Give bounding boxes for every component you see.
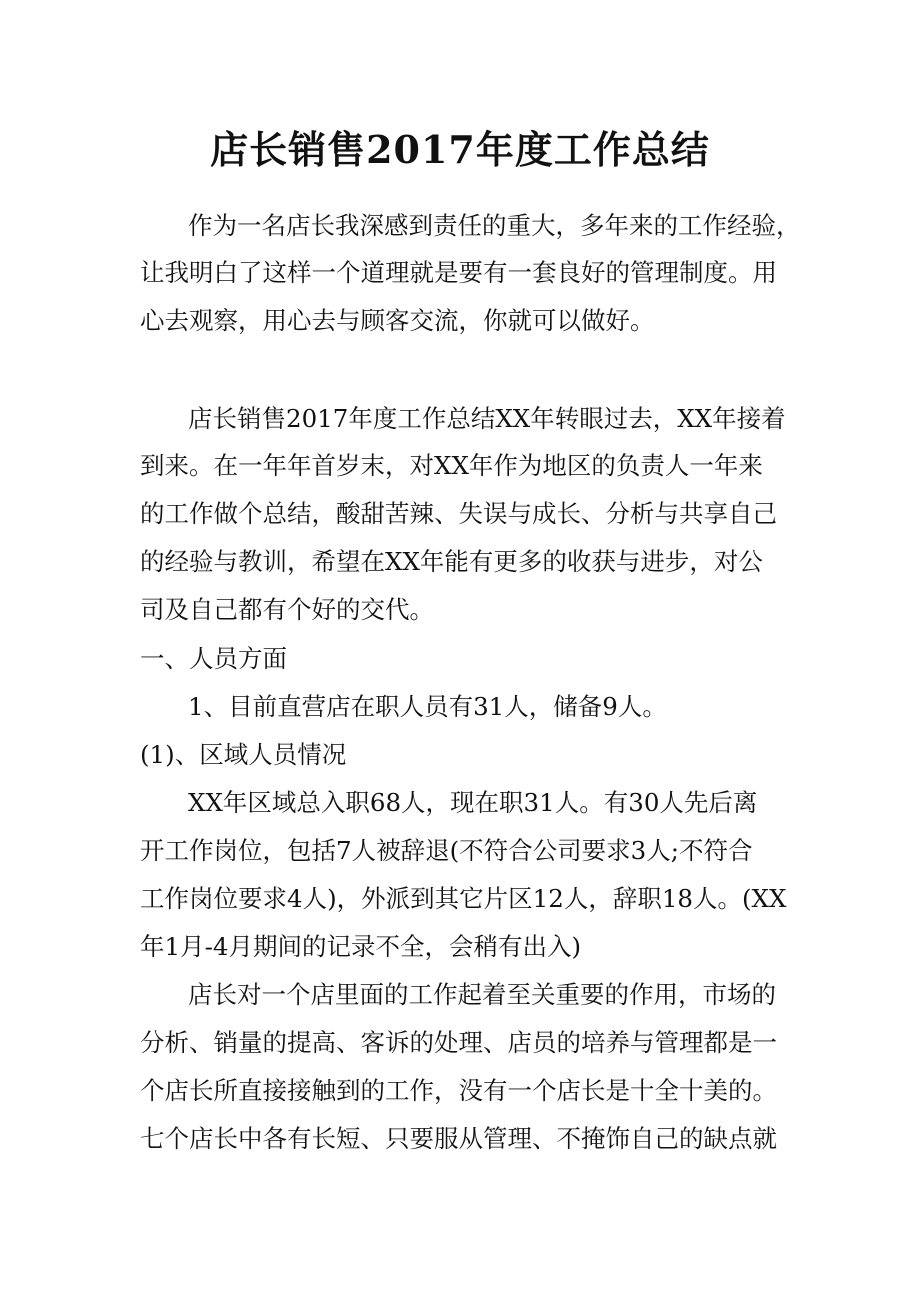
paragraph-line: 让我明白了这样一个道理就是要有一套良好的管理制度。用 [140,258,777,287]
subsection-heading: (1)、区域人员情况 [140,740,347,769]
paragraph-line: 心去观察，用心去与顾客交流，你就可以做好。 [140,306,655,335]
paragraph-line: 年1月-4月期间的记录不全，会稍有出入) [140,932,582,961]
paragraph-line: 司及自己都有个好的交代。 [140,595,434,624]
paragraph-line: 工作岗位要求4人)，外派到其它片区12人，辞职18人。(XX [140,884,787,913]
paragraph-line: 的工作做个总结，酸甜苦辣、失误与成长、分析与共享自己 [140,499,777,528]
paragraph-line: 开工作岗位，包括7人被辞退(不符合公司要求3人;不符合 [140,836,753,865]
paragraph-line: 的经验与教训，希望在XX年能有更多的收获与进步，对公 [140,547,763,576]
paragraph-line: 个店长所直接接触到的工作，没有一个店长是十全十美的。 [140,1076,777,1105]
paragraph-line: 到来。在一年年首岁末，对XX年作为地区的负责人一年来 [140,451,763,480]
document-title: 店长销售2017年度工作总结 [210,127,710,172]
section-heading: 一、人员方面 [140,644,287,673]
paragraph-line: XX年区域总入职68人，现在职31人。有30人先后离 [188,788,758,817]
paragraph-line: 分析、销量的提高、客诉的处理、店员的培养与管理都是一 [140,1028,777,1057]
paragraph-line: 1、目前直营店在职人员有31人，储备9人。 [188,692,667,721]
paragraph-line: 店长销售2017年度工作总结XX年转眼过去，XX年接着 [188,404,786,433]
paragraph-line: 店长对一个店里面的工作起着至关重要的作用，市场的 [188,980,776,1009]
paragraph-line: 作为一名店长我深感到责任的重大，多年来的工作经验， [188,211,800,240]
paragraph-line: 七个店长中各有长短、只要服从管理、不掩饰自己的缺点就 [140,1124,777,1153]
